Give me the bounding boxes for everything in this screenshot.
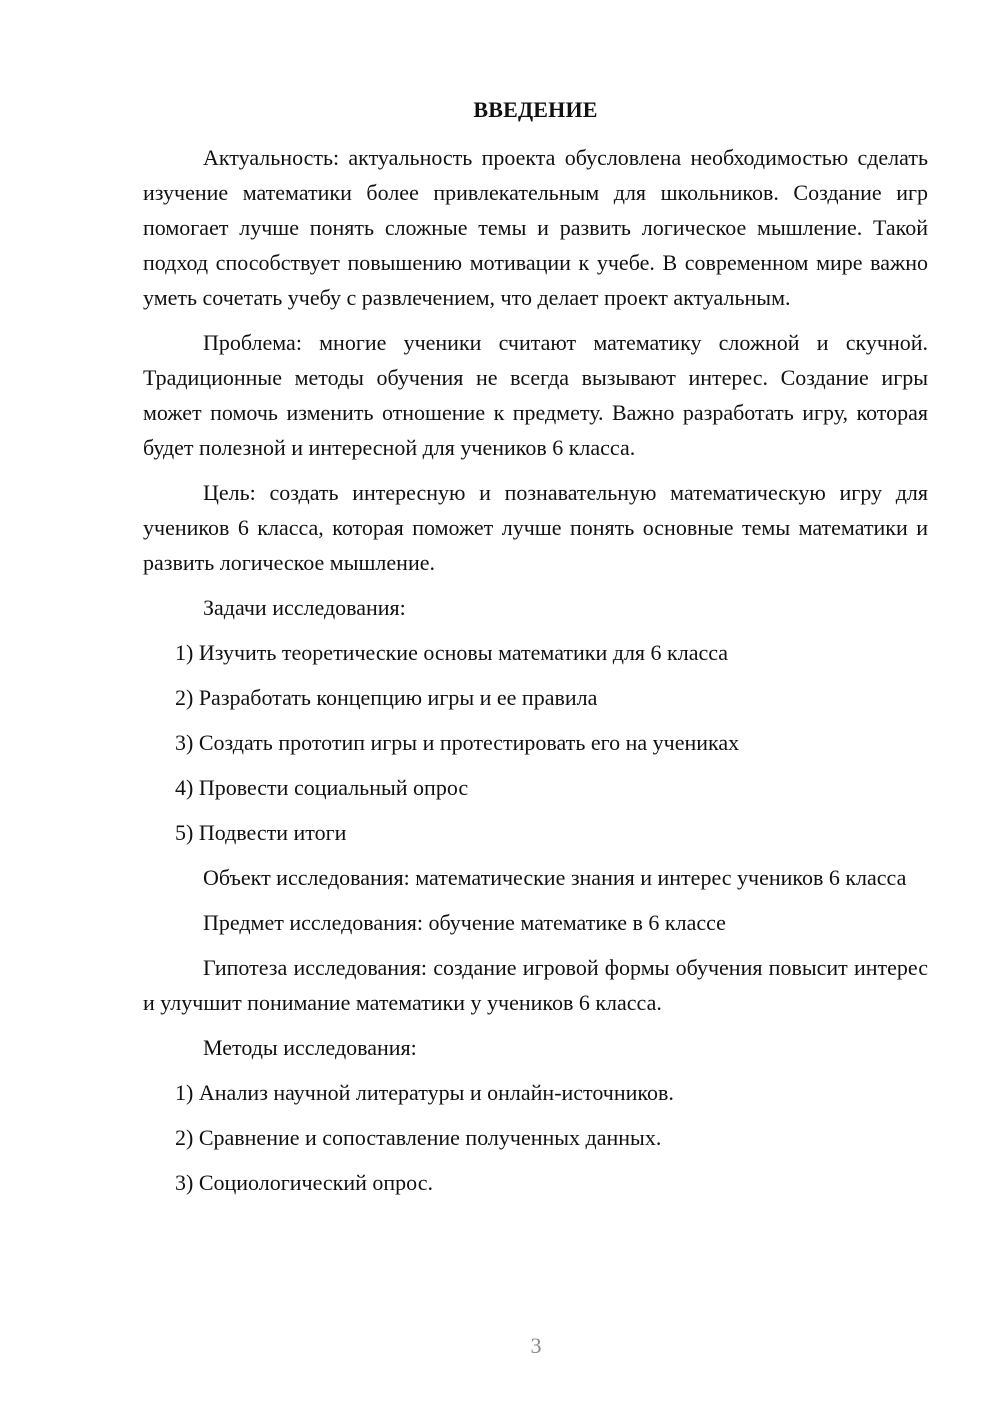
document-page: [143, 94, 928, 1210]
list-item: 4) Провести социальный опрос: [175, 775, 469, 800]
hypothesis-paragraph: Гипотеза исследования: создание игровой формы обучения повысит интерес и улучшит понимание математики у учеников 6 класса.: [143, 955, 928, 1015]
relevance-paragraph: Актуальность: актуальность проекта обусловлена необходимостью сделать изучение математики более привлекательным для школьников. Создание игр помогает лучше понять сложные темы и развить логическое мышление. Такой подход способствует повышению мотивации к учебе. В современном мире важно уметь сочетать учебу с развлечением, что делает проект актуальным.: [143, 145, 928, 310]
methods-list: [143, 1075, 928, 1200]
list-item: 3) Создать прототип игры и протестировать его на учениках: [175, 730, 740, 755]
page-number: 3: [530, 1333, 542, 1358]
tasks-list: [143, 635, 928, 850]
list-item: 1) Изучить теоретические основы математики для 6 класса: [175, 640, 729, 665]
list-item: 2) Сравнение и сопоставление полученных данных.: [175, 1125, 662, 1150]
problem-paragraph: Проблема: многие ученики считают математику сложной и скучной. Традиционные методы обучения не всегда вызывают интерес. Создание игры может помочь изменить отношение к предмету. Важно разработать игру, которая будет полезной и интересной для учеников 6 класса.: [143, 330, 928, 460]
methods-title: Методы исследования:: [203, 1035, 417, 1060]
list-item: 2) Разработать концепцию игры и ее правила: [175, 685, 598, 710]
list-item: 3) Социологический опрос.: [175, 1170, 433, 1195]
list-item: 1) Анализ научной литературы и онлайн-источников.: [175, 1080, 674, 1105]
object-paragraph: Объект исследования: математические знания и интерес учеников 6 класса: [203, 865, 907, 890]
list-item: 5) Подвести итоги: [175, 820, 347, 845]
tasks-title: Задачи исследования:: [203, 595, 406, 620]
goal-paragraph: Цель: создать интересную и познавательную математическую игру для учеников 6 класса, которая поможет лучше понять основные темы математики и развить логическое мышление.: [143, 480, 928, 575]
section-heading: ВВЕДЕНИЕ: [473, 97, 598, 122]
subject-paragraph: Предмет исследования: обучение математике в 6 классе: [203, 910, 726, 935]
